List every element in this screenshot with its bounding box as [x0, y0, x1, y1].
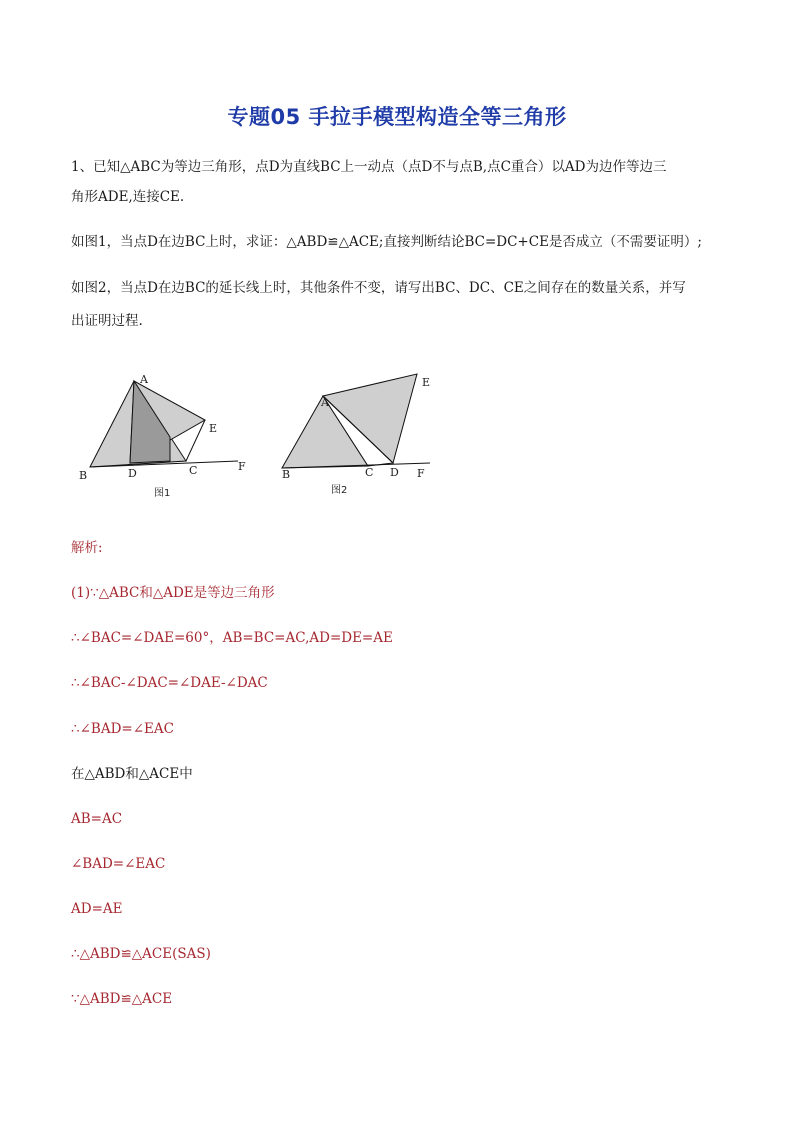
problem-line-1: 1、已知△ABC为等边三角形，点D为直线BC上一动点（点D不与点B,点C重合）以AD为边作等边三 [71, 159, 667, 175]
fig2-label-d: D [390, 466, 399, 479]
solution-step-5: 在△ABD和△ACE中 [71, 766, 193, 782]
solution-step-7: ∠BAD=∠EAC [71, 856, 166, 872]
problem-part-2-line-1: 如图2，当点D在边BC的延长线上时，其他条件不变，请写出BC、DC、CE之间存在的数量关系，并写 [71, 280, 686, 296]
solution-step-1: (1)∵△ABC和△ADE是等边三角形 [71, 585, 275, 601]
fig1-label-b: B [79, 469, 88, 482]
page-title: 专题05 手拉手模型构造全等三角形 [227, 105, 567, 129]
fig2-label-f: F [417, 467, 425, 480]
solution-step-2: ∴∠BAC=∠DAE=60°，AB=BC=AC,AD=DE=AE [71, 630, 393, 646]
problem-part-1: 如图1，当点D在边BC上时，求证：△ABD≌△ACE;直接判断结论BC=DC+CE是否成立（不需要证明）; [71, 234, 702, 250]
problem-line-2: 角形ADE,连接CE. [71, 189, 185, 205]
fig1-label-a: A [140, 373, 148, 386]
figure-2 [270, 365, 470, 505]
solution-step-9: ∴△ABD≌△ACE(SAS) [71, 946, 211, 962]
problem-part-2-line-2: 出证明过程. [71, 313, 143, 329]
solution-step-8: AD=AE [71, 901, 123, 917]
fig2-caption: 图2 [331, 485, 348, 496]
fig2-label-e: E [422, 376, 431, 389]
fig2-label-a: A [321, 396, 329, 409]
solution-step-6: AB=AC [71, 811, 123, 827]
fig1-caption: 图1 [154, 488, 171, 499]
fig1-label-c: C [189, 464, 198, 477]
solution-step-10: ∵△ABD≌△ACE [71, 991, 173, 1007]
fig1-label-d: D [128, 467, 137, 480]
fig2-label-b: B [282, 468, 291, 481]
solution-step-4: ∴∠BAD=∠EAC [71, 721, 174, 737]
fig1-label-f: F [238, 460, 246, 473]
solution-heading: 解析: [71, 540, 103, 556]
solution-step-3: ∴∠BAC-∠DAC=∠DAE-∠DAC [71, 675, 268, 691]
fig2-label-c: C [365, 466, 374, 479]
fig1-label-e: E [209, 422, 218, 435]
figure-1 [70, 365, 270, 505]
